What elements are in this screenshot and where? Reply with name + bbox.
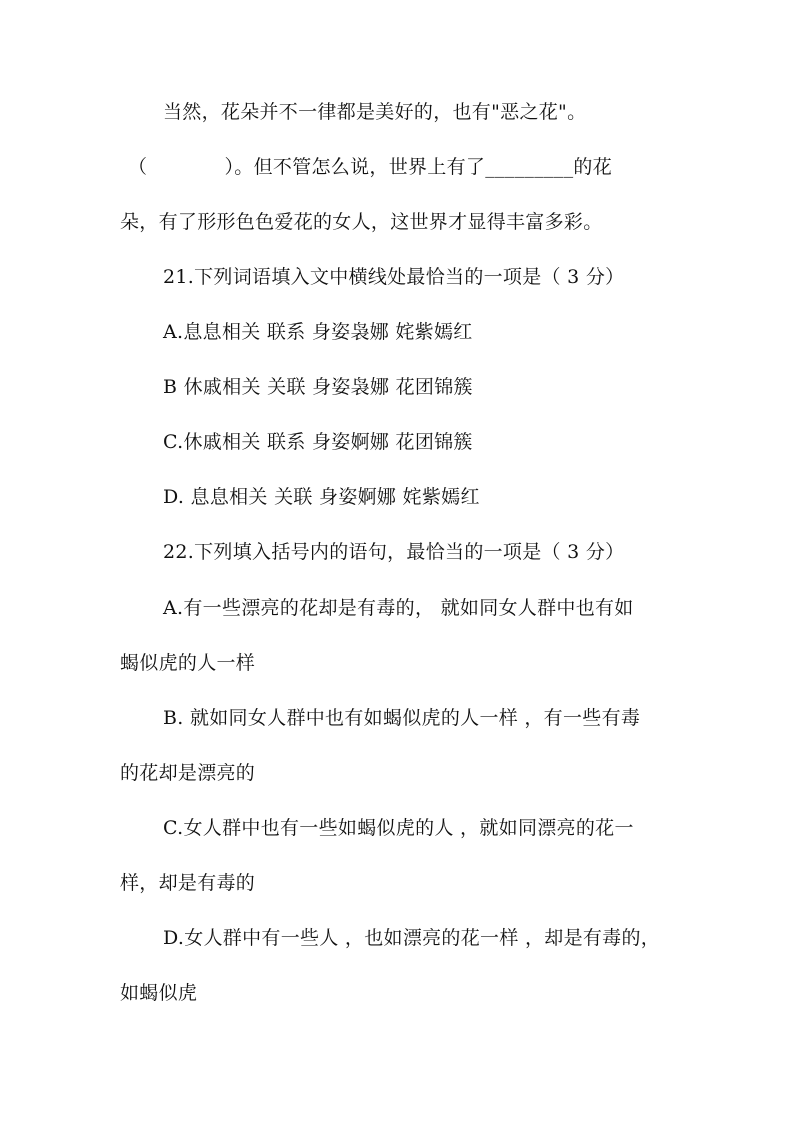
question-22-stem: 22.下列填入括号内的语句，最恰当的一项是（ 3 分） xyxy=(163,541,625,563)
question-21-option-c: C.休戚相关 联系 身姿婀娜 花团锦簇 xyxy=(163,431,473,453)
question-21-option-a: A.息息相关 联系 身姿袅娜 姹紫嫣红 xyxy=(163,321,473,343)
question-22-option-d-line-1: D.女人群中有一些人 ，也如漂亮的花一样 ，却是有毒的， xyxy=(163,927,661,949)
question-21-option-d: D. 息息相关 关联 身姿婀娜 姹紫嫣红 xyxy=(163,486,480,508)
passage-line-2: （ ）。但不管怎么说，世界上有了_________的花 xyxy=(128,156,613,178)
passage-line-3: 朵，有了形形色色爱花的女人，这世界才显得丰富多彩。 xyxy=(120,211,603,233)
question-22-option-b-line-2: 的花却是漂亮的 xyxy=(120,762,256,784)
passage-line-1: 当然，花朵并不一律都是美好的，也有"恶之花"。 xyxy=(163,101,587,123)
question-22-option-b-line-1: B. 就如同女人群中也有如蝎似虎的人一样 ，有一些有毒 xyxy=(163,707,641,729)
question-22-option-d-line-2: 如蝎似虎 xyxy=(120,982,198,1004)
question-22-option-c-line-1: C.女人群中也有一些如蝎似虎的人 ，就如同漂亮的花一 xyxy=(163,817,634,839)
question-21-option-b: B 休戚相关 关联 身姿袅娜 花团锦簇 xyxy=(163,376,473,398)
question-21-stem: 21.下列词语填入文中横线处最恰当的一项是（ 3 分） xyxy=(163,266,625,288)
question-22-option-a-line-2: 蝎似虎的人一样 xyxy=(120,652,256,674)
question-22-option-a-line-1: A.有一些漂亮的花却是有毒的， 就如同女人群中也有如 xyxy=(163,597,634,619)
question-22-option-c-line-2: 样，却是有毒的 xyxy=(120,872,256,894)
